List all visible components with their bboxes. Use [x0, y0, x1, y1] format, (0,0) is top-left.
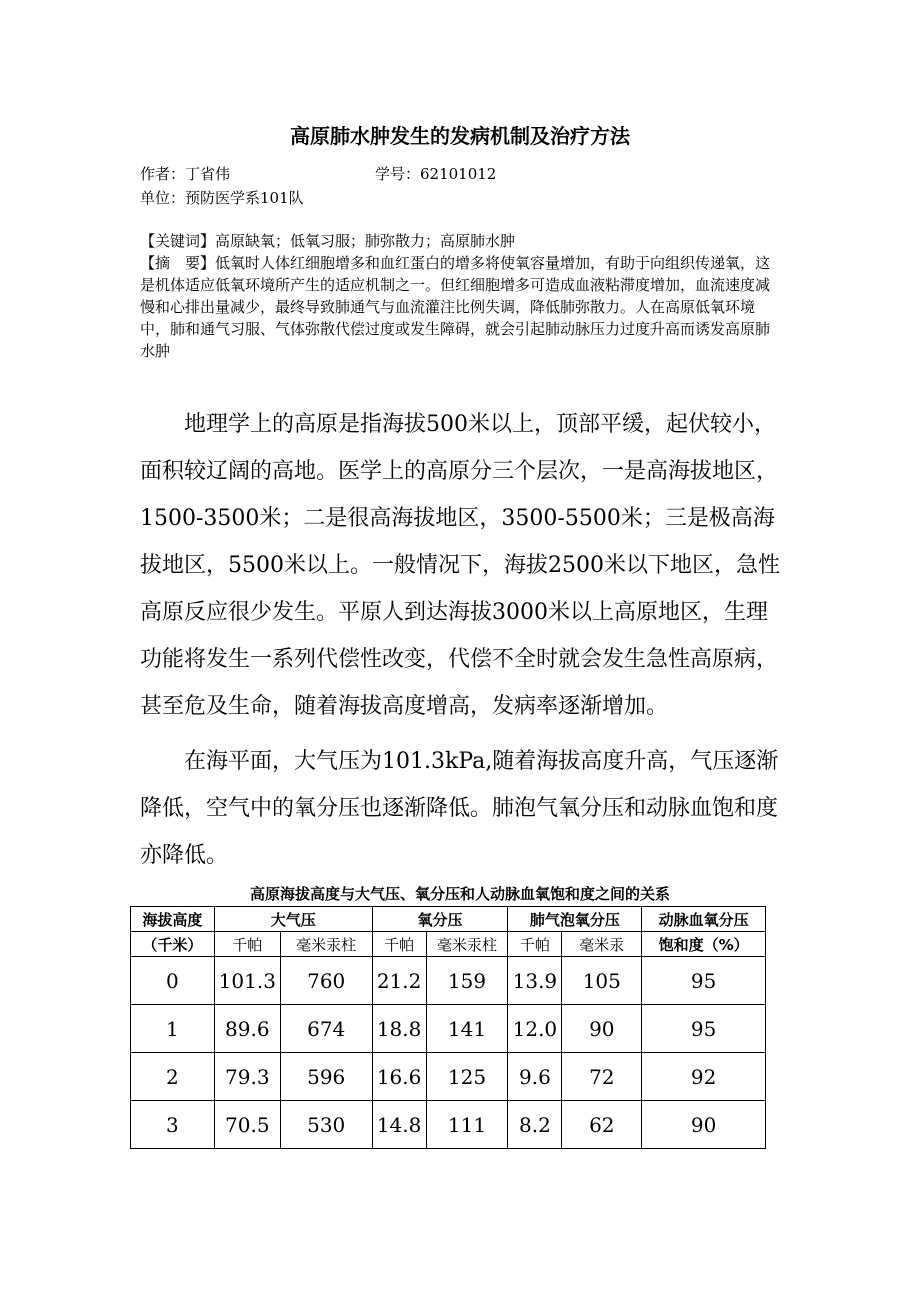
- abstract-block: [140, 230, 780, 362]
- table-row: [131, 957, 766, 1005]
- table-cell: 18.8: [372, 1005, 426, 1053]
- table-cell: 1: [131, 1005, 215, 1053]
- table-cell: 2: [131, 1053, 215, 1101]
- table-cell: 111: [426, 1101, 508, 1149]
- sub-mmhg: 毫米汞柱: [280, 932, 372, 957]
- table-cell: 105: [562, 957, 642, 1005]
- table-row: [131, 1053, 766, 1101]
- header-o2: 氧分压: [372, 907, 508, 932]
- table-cell: 16.6: [372, 1053, 426, 1101]
- table-cell: 8.2: [508, 1101, 562, 1149]
- table-cell: 89.6: [214, 1005, 280, 1053]
- page-title: 高原肺水肿发生的发病机制及治疗方法: [290, 124, 630, 148]
- paragraph-1: 地理学上的高原是指海拔500米以上，顶部平缓，起伏较小，面积较辽阔的高地。医学上的高原分三个层次，一是高海拔地区，1500-3500米；二是很高海拔地区，3500-5500米；三是极高海拔地区，5500米以上。一般情况下，海拔2500米以下地区，急性高原反应很少发生。平原人到达海拔3000米以上高原地区，生理功能将发生一系列代偿性改变，代偿不全时就会发生急性高原病，甚至危及生命，随着海拔高度增高，发病率逐渐增加。: [140, 412, 780, 719]
- sub-mmhg: 毫米汞柱: [426, 932, 508, 957]
- table-cell: 79.3: [214, 1053, 280, 1101]
- table-cell: 101.3: [214, 957, 280, 1005]
- table-cell: 12.0: [508, 1005, 562, 1053]
- sub-kpa: 千帕: [214, 932, 280, 957]
- table-cell: 159: [426, 957, 508, 1005]
- table-cell: 3: [131, 1101, 215, 1149]
- table-cell: 90: [642, 1101, 766, 1149]
- table-subheader-row: [131, 932, 766, 957]
- table-caption: 高原海拔高度与大气压、氧分压和人动脉血氧饱和度之间的关系: [249, 885, 670, 903]
- sub-mmhg: 毫米汞: [562, 932, 642, 957]
- keywords: 【关键词】高原缺氧；低氧习服；肺弥散力；高原肺水肿: [140, 232, 516, 250]
- table-cell: 596: [280, 1053, 372, 1101]
- unit-line: 单位：预防医学系101队: [140, 189, 304, 207]
- altitude-table: [130, 906, 766, 1149]
- table-cell: 72: [562, 1053, 642, 1101]
- table-cell: 0: [131, 957, 215, 1005]
- table-cell: 92: [642, 1053, 766, 1101]
- table-cell: 530: [280, 1101, 372, 1149]
- table-cell: 70.5: [214, 1101, 280, 1149]
- table-row: [131, 1101, 766, 1149]
- table-cell: 141: [426, 1005, 508, 1053]
- table-cell: 95: [642, 1005, 766, 1053]
- table-cell: 90: [562, 1005, 642, 1053]
- table-header-row: [131, 907, 766, 932]
- author-line: 作者：丁省伟: [140, 165, 231, 183]
- table-cell: 125: [426, 1053, 508, 1101]
- header-alveolar: 肺气泡氧分压: [508, 907, 642, 932]
- table-cell: 62: [562, 1101, 642, 1149]
- student-id-line: 学号：62101012: [375, 165, 497, 183]
- header-altitude: 海拔高度: [131, 907, 215, 932]
- table-cell: 9.6: [508, 1053, 562, 1101]
- table-cell: 760: [280, 957, 372, 1005]
- abstract-text: 【摘 要】低氧时人体红细胞增多和血红蛋白的增多将使氧容量增加，有助于向组织传递氧，这是机体适应低氧环境所产生的适应机制之一。但红细胞增多可造成血液粘滞度增加，血流速度减慢和心排出量减少，最终导致肺通气与血流灌注比例失调，降低肺弥散力。人在高原低氧环境中，肺和通气习服、气体弥散代偿过度或发生障碍，就会引起肺动脉压力过度升高而诱发高原肺水肿: [140, 254, 771, 360]
- table-cell: 21.2: [372, 957, 426, 1005]
- sub-kpa: 千帕: [372, 932, 426, 957]
- table-cell: 14.8: [372, 1101, 426, 1149]
- sub-kpa: 千帕: [508, 932, 562, 957]
- header-altitude-unit: （千米）: [131, 932, 215, 957]
- header-atm: 大气压: [214, 907, 372, 932]
- table-cell: 13.9: [508, 957, 562, 1005]
- table-cell: 674: [280, 1005, 372, 1053]
- header-saturation: 动脉血氧分压: [642, 907, 766, 932]
- header-saturation-unit: 饱和度（%）: [642, 932, 766, 957]
- table-row: [131, 1005, 766, 1053]
- paragraph-2: 在海平面，大气压为101.3kPa,随着海拔高度升高，气压逐渐降低，空气中的氧分压也逐渐降低。肺泡气氧分压和动脉血饱和度亦降低。: [140, 749, 779, 868]
- table-cell: 95: [642, 957, 766, 1005]
